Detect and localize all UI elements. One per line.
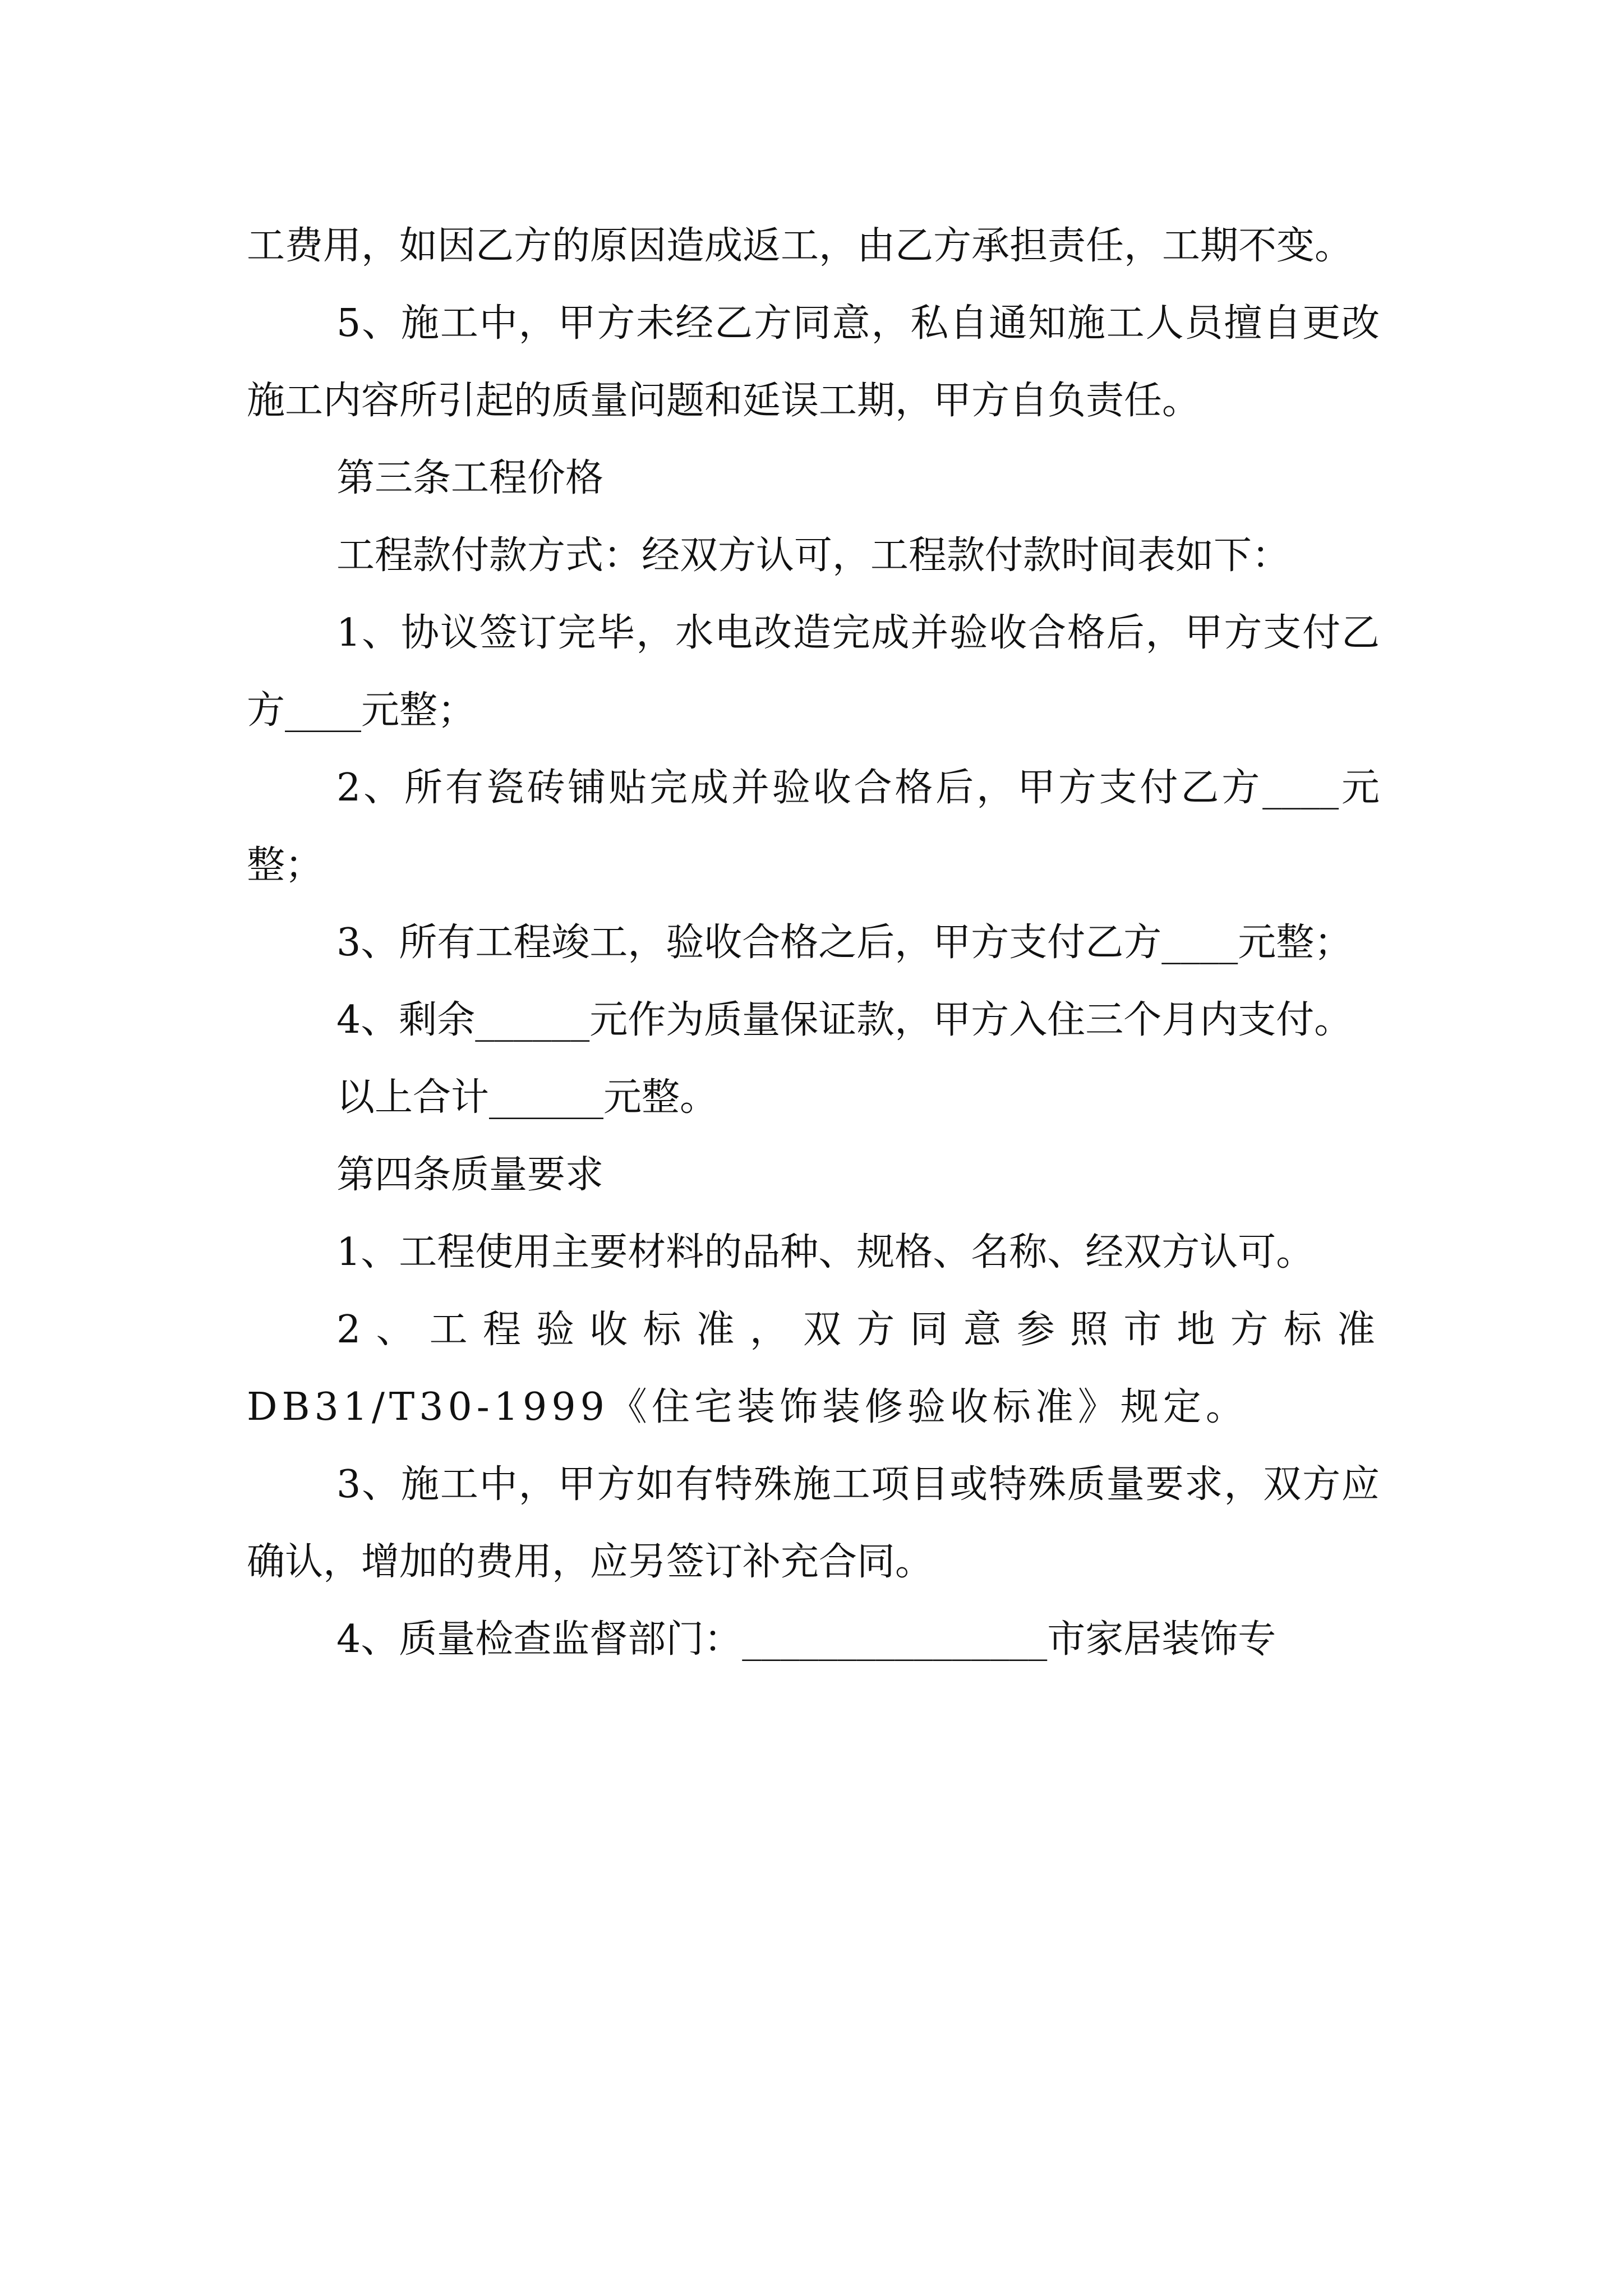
paragraph-total: 以上合计______元整。	[336, 1075, 718, 1120]
document-body	[247, 208, 1380, 1678]
paragraph-payment-4: 4、剩余______元作为质量保证款，甲方入住三个月内支付。	[336, 998, 1353, 1042]
paragraph-payment-2: 2、所有瓷砖铺贴完成并验收合格后，甲方支付乙方____元整；	[247, 766, 1380, 887]
paragraph-continuation: 工费用，如因乙方的原因造成返工，由乙方承担责任，工期不变。	[247, 224, 1353, 268]
paragraph-quality-1: 1、工程使用主要材料的品种、规格、名称、经双方认可。	[336, 1230, 1315, 1274]
paragraph-item-5: 5、施工中，甲方未经乙方同意，私自通知施工人员擅自更改施工内容所引起的质量问题和延误工期，甲方自负责任。	[247, 301, 1380, 423]
section-heading-3: 第三条工程价格	[336, 456, 604, 500]
paragraph-quality-4: 4、质量检查监督部门：________________市家居装饰专	[336, 1617, 1276, 1662]
paragraph-payment-method: 工程款付款方式：经双方认可，工程款付款时间表如下：	[336, 533, 1290, 578]
paragraph-payment-3: 3、所有工程竣工，验收合格之后，甲方支付乙方____元整；	[336, 921, 1353, 965]
paragraph-quality-2: 2、工程验收标准，双方同意参照市地方标准DB31/T30-1999《住宅装饰装修验收标准》规定。	[247, 1308, 1380, 1429]
paragraph-payment-1: 1、协议签订完毕，水电改造完成并验收合格后，甲方支付乙方____元整；	[247, 611, 1380, 733]
paragraph-quality-3: 3、施工中，甲方如有特殊施工项目或特殊质量要求，双方应确认，增加的费用，应另签订补充合同。	[247, 1462, 1380, 1584]
section-heading-4: 第四条质量要求	[336, 1153, 604, 1197]
